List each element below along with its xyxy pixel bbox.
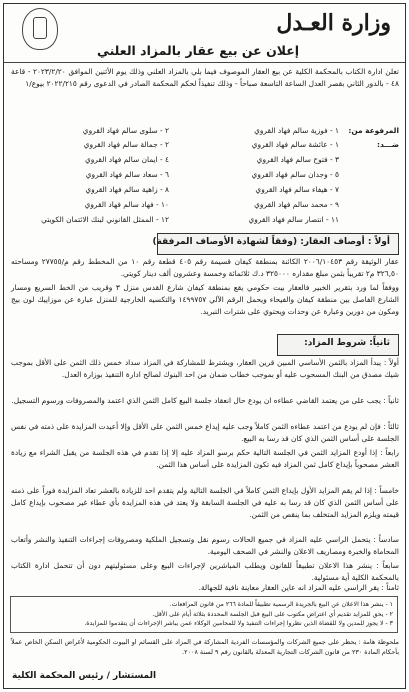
section-2-title: ثانياً: شروط المزاد: — [304, 338, 390, 348]
plaintiff-name: ١ - فوزية سالم فهاد القروي — [254, 126, 339, 135]
defendant-name: ١٠ - فهاد سالم فهاد القروي — [84, 200, 169, 209]
defendant-name: ٢ - جمالة سالم فهاد القروي — [83, 140, 169, 149]
condition-item: رابعاً : إذا أودع المزايد الثمن في الجلسة التالية حكم برسو المزاد عليه إلا إذا تقدم في هذه الجلسة من يقبل الشراء مع زيادة العشر مصحوباً بإيداع كامل ثمن المزاد فيه تكون المزايدة على أساس هذا الثمن. — [11, 448, 399, 470]
condition-item: ثانياً : يجب على من يعتمد القاضي عطاءه ان يودع حال انعقاد جلسة البيع كامل الثمن الذي اعتمد والمصروفات ورسوم التسجيل. — [11, 396, 399, 405]
footnote-line: ٣ - لا يجوز للمدين ولا للقضاة الذين نظروا إجراءات التنفيذ ولا للمحامين الوكلاء عمن يباشر الإجراءات أن يتقدموا للمزايدة. — [84, 620, 393, 627]
parties-block — [9, 124, 399, 232]
signature: المستشار / رئيس المحكمة الكلية — [12, 671, 157, 681]
plaintiff-name: ٢ - سلوى سالم فهاد القروي — [82, 126, 169, 135]
announcement-page — [3, 3, 406, 689]
defendant-name: ٧ - هيفاء سالم فهاد القروي — [255, 185, 339, 194]
plaintiffs-label: المرفوعة من: — [348, 126, 399, 135]
section-2-header — [277, 334, 399, 356]
condition-item: ثالثاً : فإن لم يودع من اعتمد عطاءه الثمن كاملاً وجب عليه إيداع خمس الثمن على الأقل وإلا أعيدت المزايدة على ذمته في نفس الجلسة على أساس الثمن الذي كان قد رسا به البيع. — [11, 422, 399, 444]
defendant-name: ١٢ - الممثل القانوني لبنك الائتمان الكويتي — [41, 215, 169, 224]
header — [4, 4, 405, 62]
defendants-label: ضـــد: — [377, 140, 399, 149]
footnote-box — [10, 596, 398, 633]
condition-item: سابعاً : ينشر هذا الاعلان تطبيقاً للقانون ويطلب المباشرين لإجراءات البيع وعلى مسئوليتهم دون أن تتحمل ادارة الكتاب بالمحكمة الكلية أية مسئولية. — [11, 561, 399, 583]
ministry-title: وزارة العـدل — [276, 10, 391, 36]
footnote-line: ١ - ينشر هذا الاعلان عن البيع بالجريدة الرسمية تطبيقاً للمادة ٢٦٦ من قانون المرافعات. — [169, 601, 393, 608]
defendant-name: ٥ - وجدان سالم فهاد القروي — [251, 170, 339, 179]
defendant-name: ٤ - ايمان سالم فهاد القروي — [84, 155, 169, 164]
intro-paragraph: تعلن ادارة الكتاب بالمحكمة الكلية عن بيع العقار الموصوف فيما بلي بالمزاد العلني وذلك يوم الأثنين الموافق ٢٠٢٣/٢/٢٠ - قاعة ٤٨ - بالدور الثاني بقصر العدل الساعة التاسعة صباحاً - وذلك تنفيذاً لحكم المحكمة الصادر في الدعوى رقم ٢٠٢٢/٢١٥ بيوع/١ — [11, 67, 399, 88]
defendant-name: ٩ - محمد سالم فهاد القروي — [254, 200, 339, 209]
condition-item: أولاً : يبدأ المزاد بالثمن الأساسي المبين قرين العقار، ويشترط للمشاركة في المزاد سداد خمس ذلك الثمن على الأقل بموجب شيك مصدق من البنك المسحوب عليه أو بموجب خطاب ضمان من احد البنوك لصالح ادارة التنفيذ بوزارة العدل. — [11, 358, 399, 380]
condition-item: ثامناً : يقر الراسي عليه المزاد انه عاين العقار معاينة نافية للجهالة. — [198, 583, 399, 592]
defendant-name: ١١ - انتصار سالم فهاد القروي — [248, 215, 339, 224]
signature-block — [4, 668, 405, 688]
section-1-paragraph: ووفقاً لما ورد بتقرير الخبير فالعقار بيت حكومي يقع بمنطقة كيفان شارع القدس منزل ٣ وقريب من الخط السريع ومسار الشارع الفاصل بين منطقة كيفان والفيحاء ويحمل الرقم الآلي ١٤٩٩٧٥٧ والتكسيه الخارجية للمنزل عبارة عن موزاييك لون بيج ومكون من دورين وعبارة عن وحدات ويحتوي على شترات التبريد. — [11, 283, 399, 317]
defendant-name: ٨ - زاهية سالم فهاد القروي — [85, 185, 169, 194]
footnote-line: ٢ - يحق للمزايد تقديم أي اعتراض مكتوب على البيع قبل الجلسة المحددة بثلاثة أيام على الأقل. — [152, 610, 393, 618]
defendant-name: ٦ - سعاد سالم فهاد القروي — [85, 170, 169, 179]
condition-item: سادساً : يتحمل الراسي عليه المزاد في جميع الحالات رسوم نقل وتسجيل الملكية ومصروفات إجراءات التنفيذ والنشر وأتعاب المحاماة والخبرة ومصاريف الاعلان والنشر في الصحف اليومية. — [11, 535, 399, 557]
section-1-title: أولاً : أوصاف العقار: (وفقاً لشهادة الأوصاف المرفقة) — [152, 237, 390, 247]
important-note: ملحوظة هامة : يحظر على جميع الشركات والمؤسسات الفردية المشاركة في المزاد على القسائم او البيوت الحكومية لأغراض السكن الخاص عملاً بأحكام المادة ٢٣٠ من قانون الشركات التجارية المعدلة بالقانون رقم ٩ لسنة ٢٠٠٨. — [11, 638, 399, 656]
defendant-name: ٣ - فتوح سالم فهاد القروي — [256, 155, 339, 164]
ad-title: إعلان عن بيع عقار بالمزاد العلني — [96, 43, 300, 58]
section-1-header — [152, 233, 399, 255]
condition-item: خامساً : إذا لم يقم المزايد الأول بإيداع الثمن كاملاً في الجلسة التالية ولم يتقدم احد للزيادة بالعشر تعاد المزايدة فوراً على ذمته على أساس الثمن الذي كان قد رسا به عليه في الجلسة السابقة ولا يعتد في هذه المزايدة بأي عطاء غير مصحوب بإيداع كامل قيمته ويلزم المزايد المتخلف بما ينقص من الثمن. — [11, 486, 399, 520]
defendant-name: ١ - عائشة سالم فهاد القروي — [251, 140, 339, 149]
title-divider — [4, 62, 405, 63]
section-1-paragraph: عقار الوثيقة رقم ٢٠٠٦/١٠٤٥٣ الكائنة بمنطقة كيفان قسيمة رقم ٤٠٥ قطعة رقم ١٠ من المخطط رقم م/٢٧٧٥٥ ومساحته ٣٢٦,٥٠ م٢ تقريباً بثمن مبلغ مقداره ٣٢٥٠٠٠ د.ك ثلاثمائة وخمسة وعشرون ألف دينار كويتي. — [11, 257, 400, 279]
